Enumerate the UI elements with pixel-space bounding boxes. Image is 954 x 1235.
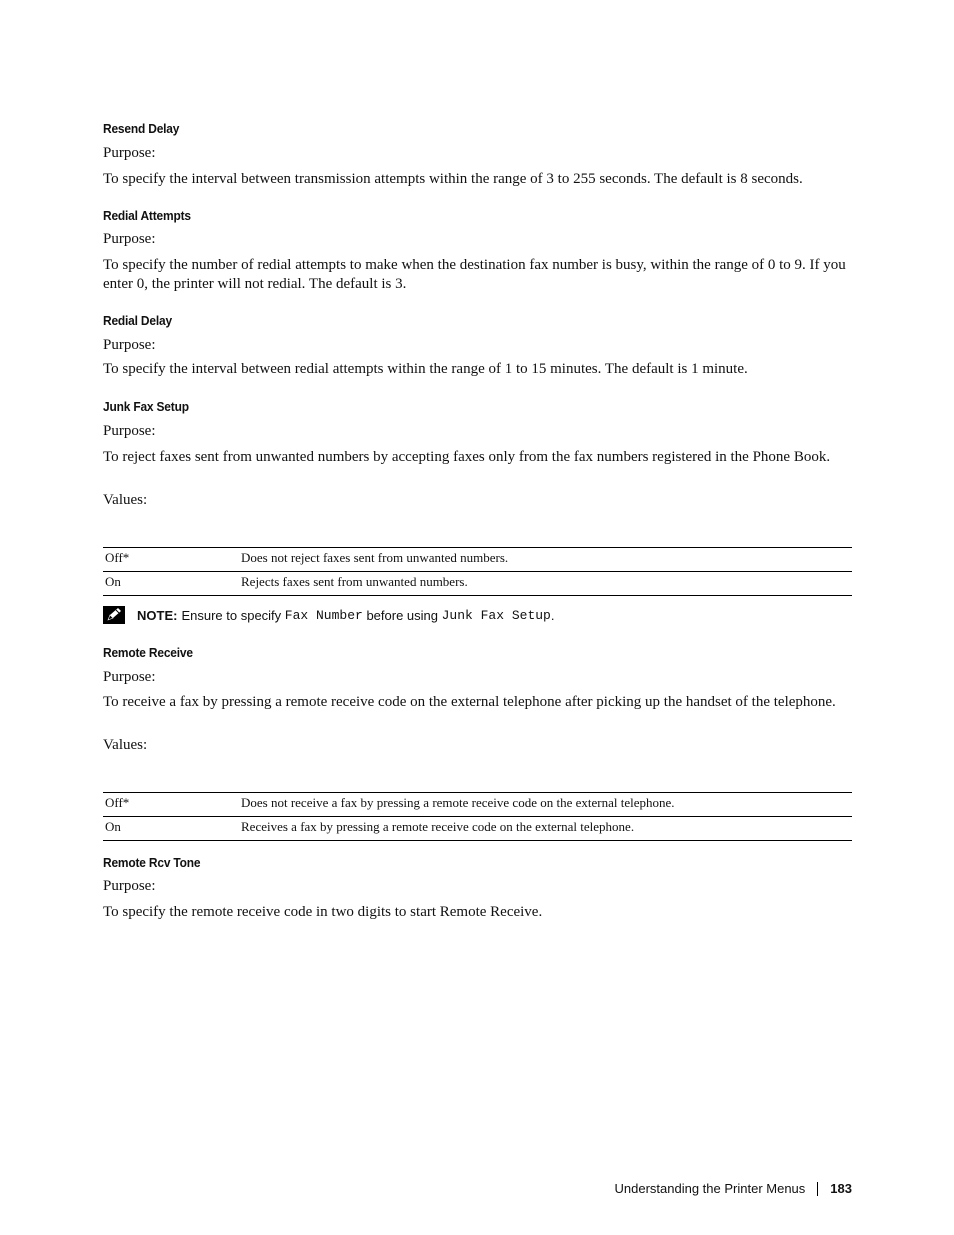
value-cell: Off* [103,793,239,817]
note-box [103,606,554,624]
table-row [103,572,852,596]
section-title-remote-receive: Remote Receive [103,645,193,660]
section-title-resend-delay: Resend Delay [103,121,180,136]
value-cell: On [103,572,239,596]
values-table-remote-receive [103,792,852,841]
purpose-label: Purpose: [103,669,156,685]
purpose-text: To specify the interval between redial attempts within the range of 1 to 15 minutes. The default is 1 minute. [103,361,748,377]
footer-chapter: Understanding the Printer Menus [614,1181,806,1196]
note-text: Ensure to specify [181,607,282,623]
section-title-redial-delay: Redial Delay [103,313,172,328]
purpose-label: Purpose: [103,231,156,247]
purpose-text: To specify the remote receive code in two digits to start Remote Receive. [103,904,543,920]
note-label: NOTE: [137,607,178,623]
note-code: Fax Number [284,607,363,623]
pencil-note-icon [103,606,125,624]
purpose-text: To specify the number of redial attempts to make when the destination fax number is busy, within the range of 0 to 9. If you enter 0, the printer will not redial. The default is 3. [103,257,846,292]
section-title-remote-rcv-tone: Remote Rcv Tone [103,855,201,870]
table-row [103,817,852,841]
section-title-junk-fax-setup: Junk Fax Setup [103,399,189,414]
purpose-text: To receive a fax by pressing a remote receive code on the external telephone after picking up the handset of the telephone. [103,694,836,710]
page-footer [615,1181,852,1196]
note-text: . [550,607,555,623]
page-number: 183 [830,1181,852,1196]
values-label: Values: [103,492,148,508]
value-cell: On [103,817,239,841]
table-row [103,548,852,572]
purpose-text: To reject faxes sent from unwanted numbers by accepting faxes only from the fax numbers registered in the Phone Book. [103,449,831,465]
section-title-redial-attempts: Redial Attempts [103,208,191,223]
description-cell: Receives a fax by pressing a remote receive code on the external telephone. [239,817,852,841]
purpose-label: Purpose: [103,145,156,161]
description-cell: Does not receive a fax by pressing a remote receive code on the external telephone. [239,793,852,817]
value-cell: Off* [103,548,239,572]
purpose-label: Purpose: [103,337,156,353]
note-text: before using [366,607,438,623]
purpose-label: Purpose: [103,423,156,439]
values-table-junk-fax [103,547,852,596]
description-cell: Does not reject faxes sent from unwanted numbers. [239,548,852,572]
note-code: Junk Fax Setup [441,607,551,623]
purpose-text: To specify the interval between transmission attempts within the range of 3 to 255 seconds. The default is 8 seconds. [103,171,803,187]
footer-divider [817,1182,818,1196]
values-label: Values: [103,737,148,753]
description-cell: Rejects faxes sent from unwanted numbers. [239,572,852,596]
table-row [103,793,852,817]
purpose-label: Purpose: [103,878,156,894]
